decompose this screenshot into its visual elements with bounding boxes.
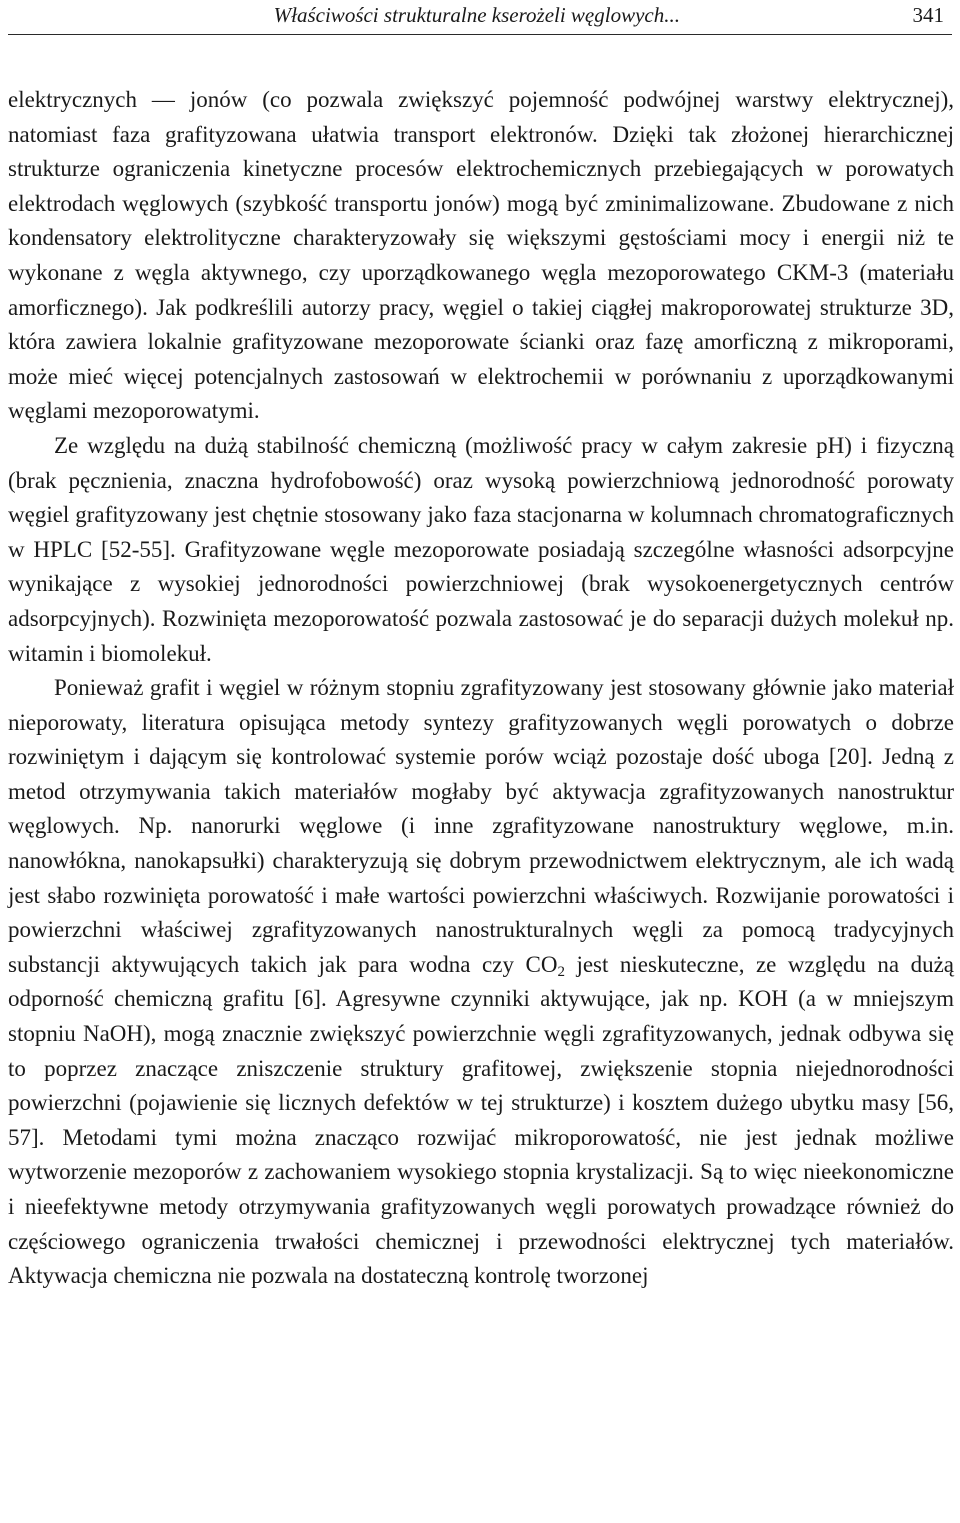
paragraph — [8, 671, 954, 1294]
page-number: 341 — [912, 3, 944, 27]
running-header — [8, 0, 952, 35]
running-title: Właściwości strukturalne kserożeli węglowych... — [273, 3, 680, 27]
subscript: 2 — [557, 963, 565, 980]
paragraph-text: Ponieważ grafit i węgiel w różnym stopniu zgrafityzowany jest stosowany głównie jako materiał nieporowaty, literatura opisująca metody syntezy grafityzowanych węgli porowatych o dobrze rozwiniętym i dającym się kontrolować systemie porów wciąż pozostaje dość uboga [20]. Jedną z metod otrzymywania takich materiałów mogłaby być aktywacja zgrafityzowanych nanostruktur węglowych. Np. nanorurki węglowe (i inne zgrafityzowane nanostruktury węglowe, m.in. nanowłókna, nanokapsułki) charakteryzują się dobrym przewodnictwem elektrycznym, ale ich wadą jest słabo rozwinięta porowatość i małe wartości powierzchni właściwych. Rozwijanie porowatości i powierzchni właściwej zgrafityzowanych nanostrukturalnych węgli za pomocą tradycyjnych substancji aktywujących takich jak para wodna czy CO — [8, 675, 954, 977]
paragraph-text: jest nieskuteczne, ze względu na dużą odporność chemiczną grafitu [6]. Agresywne czynniki aktywujące, jak np. KOH (a w mniejszym stopniu NaOH), mogą znacznie zwiększyć powierzchnie węgli zgrafityzowanych, jednak odbywa się to poprzez znaczące zniszczenie struktury grafitowej, zwiększenie stopnia niejednorodności powierzchni (pojawienie się licznych defektów w tej strukturze) i kosztem dużego ubytku masy [56, 57]. Metodami tymi można znacząco rozwijać mikroporowatość, nie jest jednak możliwe wytworzenie mezoporów z zachowaniem wysokiego stopnia krystalizacji. Są to więc nieekonomiczne i nieefektywne metody otrzymywania grafityzowanych węgli porowatych prowadzące również do częściowego ograniczenia trwałości chemicznej i przewodności elektrycznej tych materiałów. Aktywacja chemiczna nie pozwala na dostateczną kontrolę tworzonej — [8, 951, 954, 1289]
paragraph: elektrycznych — jonów (co pozwala zwiększyć pojemność podwójnej warstwy elektrycznej), natomiast faza grafityzowana ułatwia transport elektronów. Dzięki tak złożonej hierarchicznej strukturze ograniczenia kinetyczne procesów elektrochemicznych przebiegających w porowatych elektrodach węglowych (szybkość transportu jonów) mogą być zminimalizowane. Zbudowane z nich kondensatory elektrolityczne charakteryzowały się większymi gęstościami mocy i energii niż te wykonane z węgla aktywnego, czy uporządkowanego węgla mezoporowatego CKM-3 (materiału amorficznego). Jak podkreślili autorzy pracy, węgiel o takiej ciągłej makroporowatej strukturze 3D, która zawiera lokalnie grafityzowane mezoporowate ścianki oraz fazę amorficzną z mikroporami, może mieć więcej potencjalnych zastosowań w elektrochemii w porównaniu z uporządkowanymi węglami mezoporowatymi. — [8, 87, 954, 424]
body-text — [8, 83, 954, 1294]
paragraph: Ze względu na dużą stabilność chemiczną (możliwość pracy w całym zakresie pH) i fizyczną (brak pęcznienia, znaczna hydrofobowość) oraz wysoką powierzchniową jednorodność porowaty węgiel grafityzowany jest chętnie stosowany jako faza stacjonarna w kolumnach chromatograficznych w HPLC [52-55]. Grafityzowane węgle mezoporowate posiadają szczególne własności adsorpcyjne wynikające z wysokiej jednorodności powierzchniowej (brak wysokoenergetycznych centrów adsorpcyjnych). Rozwinięta mezoporowatość pozwala zastosować je do separacji dużych molekuł np. witamin i biomolekuł. — [8, 432, 954, 666]
